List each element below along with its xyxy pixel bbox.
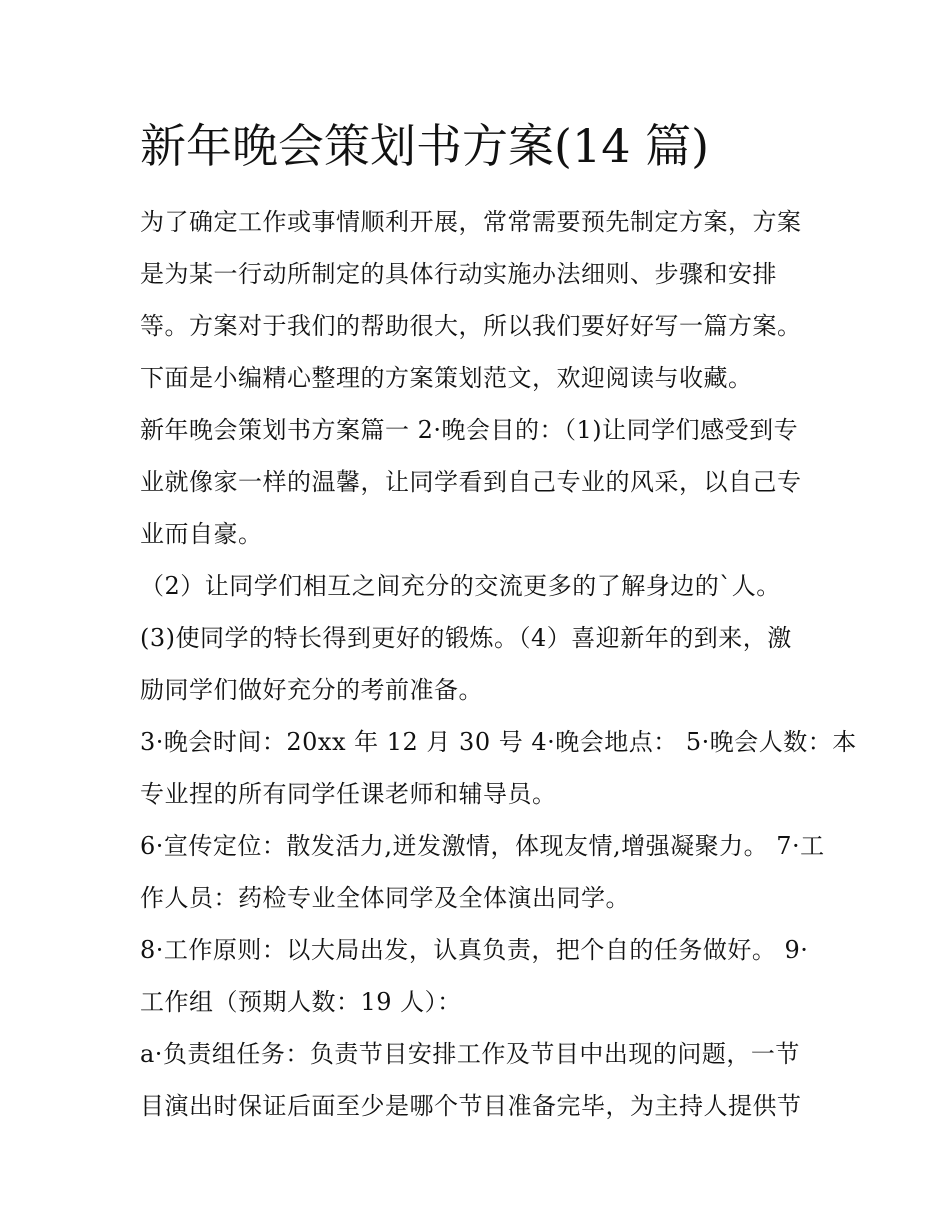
document-body: [140, 196, 857, 1132]
body-line: （2）让同学们相互之间充分的交流更多的了解身边的`人。: [140, 572, 781, 600]
body-line: 作人员：药检专业全体同学及全体演出同学。: [140, 884, 630, 912]
body-line: 新年晚会策划书方案篇一 2·晚会目的：（1)让同学们感受到专: [140, 416, 799, 444]
body-line: 为了确定工作或事情顺利开展，常常需要预先制定方案，方案: [140, 208, 802, 236]
body-line: 专业捏的所有同学任课老师和辅导员。: [140, 780, 557, 808]
body-line: a·负责组任务：负责节目安排工作及节目中出现的问题，一节: [140, 1040, 800, 1068]
document-title: 新年晚会策划书方案(14 篇): [140, 119, 710, 173]
body-line: 8·工作原则：以大局出发，认真负责，把个自的任务做好。 9·: [140, 936, 809, 964]
body-line: 业而自豪。: [140, 520, 263, 548]
body-line: 业就像家一样的温馨，让同学看到自己专业的风采，以自己专: [140, 468, 802, 496]
body-line: 励同学们做好充分的考前准备。: [140, 676, 483, 704]
body-line: 工作组（预期人数：19 人）：: [140, 988, 462, 1016]
body-line: 目演出时保证后面至少是哪个节目准备完毕，为主持人提供节: [140, 1092, 802, 1120]
body-line: 3·晚会时间：20xx 年 12 月 30 号 4·晚会地点： 5·晚会人数：本: [140, 728, 857, 756]
body-line: 下面是小编精心整理的方案策划范文，欢迎阅读与收藏。: [140, 364, 753, 392]
body-line: 等。方案对于我们的帮助很大，所以我们要好好写一篇方案。: [140, 312, 802, 340]
body-line: (3)使同学的特长得到更好的锻炼。（4）喜迎新年的到来，激: [140, 624, 792, 652]
body-line: 6·宣传定位：散发活力,迸发激情，体现友情,增强凝聚力。 7·工: [140, 832, 825, 860]
body-line: 是为某一行动所制定的具体行动实施办法细则、步骤和安排: [140, 260, 777, 288]
